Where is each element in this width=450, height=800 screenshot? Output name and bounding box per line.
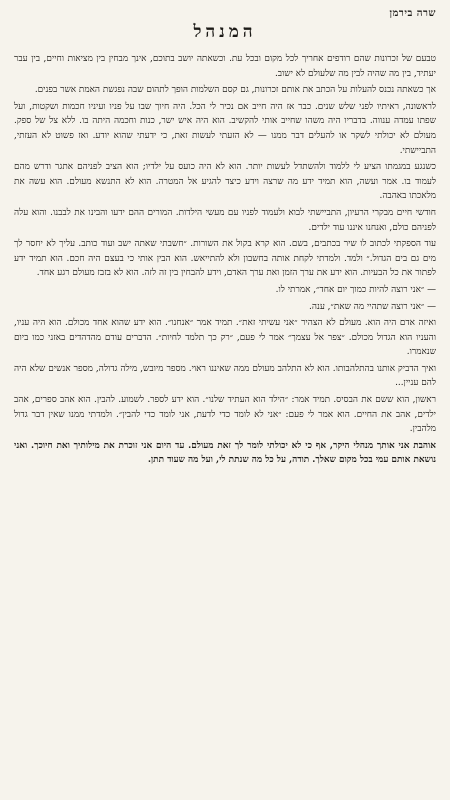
paragraph: ואיזה אדם היה הוא. מעולם לא הצהיר ״אני עשיתי זאת״. תמיד אמר ״אנחנו״. הוא ידע שהוא אחד מכולם. הוא היה עניו, והעניו הוא הגדול מכולם. ״צפר אל עצמך״ אמר לי פעם, ״רק כך תלמד לחיות״. הדברים עודם מהדהדים באזני כמו ביום שנאמרו. bbox=[14, 318, 436, 358]
dialogue-line: — ״אני רוצה שתהיי מה שאת״, ענה. bbox=[309, 301, 436, 312]
paragraph: כשנגע במגמתו הציע לי ללמוד ולהשתדל לעשות יותר. הוא לא היה כועס על ילדיו; הוא הציב לפניהם אתגר ודרש מהם לעמוד בו. אמר ועשה, הוא תמיד ידע מה שרצה וידע כיצד להגיע אל המטרה. הוא לא התנשא מעולם. הוא עשה את מלאכתו באהבה. bbox=[14, 162, 436, 202]
paragraph: ראשון, הוא ששם את הבסיס. תמיד אמר: ״הילד הוא העתיד שלנו״. הוא ידע לספר. לשמוע. להבין. הוא אהב ספרים, אהב ילדים, אהב את החיים. הוא אמר לי פעם: ״אני לא לומד כדי לדעת, אני לומד כדי להבין״. ולמדתי ממנו שאין דבר גדול מלהבין. bbox=[14, 395, 436, 435]
dialogue-line: — ״אני רוצה להיות כמוך יום אחד״, אמרתי לו. bbox=[275, 284, 436, 295]
paragraph: חודשי חיים מבקרי הרעיון, התביישתי לבוא ולעמוד לפניו עם מעשי הילדות. המורים ההם ידעו והבינו את לבבנו. והוא עלה לפניהם כולם, ואנחנו איננו עוד ילדים. bbox=[14, 207, 436, 233]
paragraph: לראשונה, ראיתיו לפני שלש שנים. כבר אז היה חייב אם נכיר לי הכל. היה חיוך שבו על פניו ועיניו חכמות ושקטות, ועל שפתו עמדה ענווה. בדבריו היה משהו שחייב אותי להקשיב. הוא היה איש ישר, כנות וחכמה היתה בו. ללא צל של ספק. מעולם לא יכולתי לשקר או להעלים דבר ממנו — לא הזעתי לעשות זאת, כי ידעתי שהוא יודע. ואז פשוט לא העזתי, התביישתי. bbox=[14, 101, 436, 156]
document-body bbox=[14, 52, 436, 468]
document-title: המנהל bbox=[193, 22, 257, 42]
paragraph: עוד הספקתי לכתוב לו שיר בכתבים, בשם. הוא קרא בקול את השורות. ״חשבתי שאתה ישב ועוד כותב. עליך לא יחסר לך מים גם בים הגדול.״ ולמד. ולמדתי לקחת אותה בחשבון ולא להתייאש. הוא הבין אותי כי בעצם היה חכם. הוא תמיד ידע לפתור את כל הבעיות. הוא ידע את ערך הזמן ואת ערך האדם, וידע להבחין בין זה לזה. הוא לא בזבז מעולם רגע אחד. bbox=[14, 239, 436, 279]
paragraph: אך כשאתה נכנס להעלות על הכתב את אותם זכרונות, גם קסם השלמות הופך לתהום שבה נפגשת האמת אשר בפנים. bbox=[34, 85, 436, 96]
paragraph: ואיך הדביק אותנו בהתלהבותו. הוא לא התלהב מעולם ממה שאיננו ראוי. מספר מיובש, מילה גדולה, מספר אנשים שלא היה להם עניין... bbox=[14, 363, 436, 389]
author-name: שרה בירמן bbox=[389, 8, 436, 19]
paragraph: טבעם של זכרונות שהם רודפים אחריך לכל מקום ובכל עת. וכשאתה יושב בתוכם, אינך מבחין בין מציאות וחיים, בין עבר יעתיד, בין מה שהיה לבין מה שלעולם לא ישוב. bbox=[14, 54, 436, 79]
closing-paragraph: אוהבת אני אותך מנהלי היקר, אף כי לא יכולתי לומר לך זאת מעולם. עד היום אני זוכרת את מילותיך ואת חיוכך. ואני נושאת אותם עמי בכל מקום שאלך. תודה, על כל מה שנתת לי, ועל מה שעוד תתן. bbox=[14, 440, 436, 466]
